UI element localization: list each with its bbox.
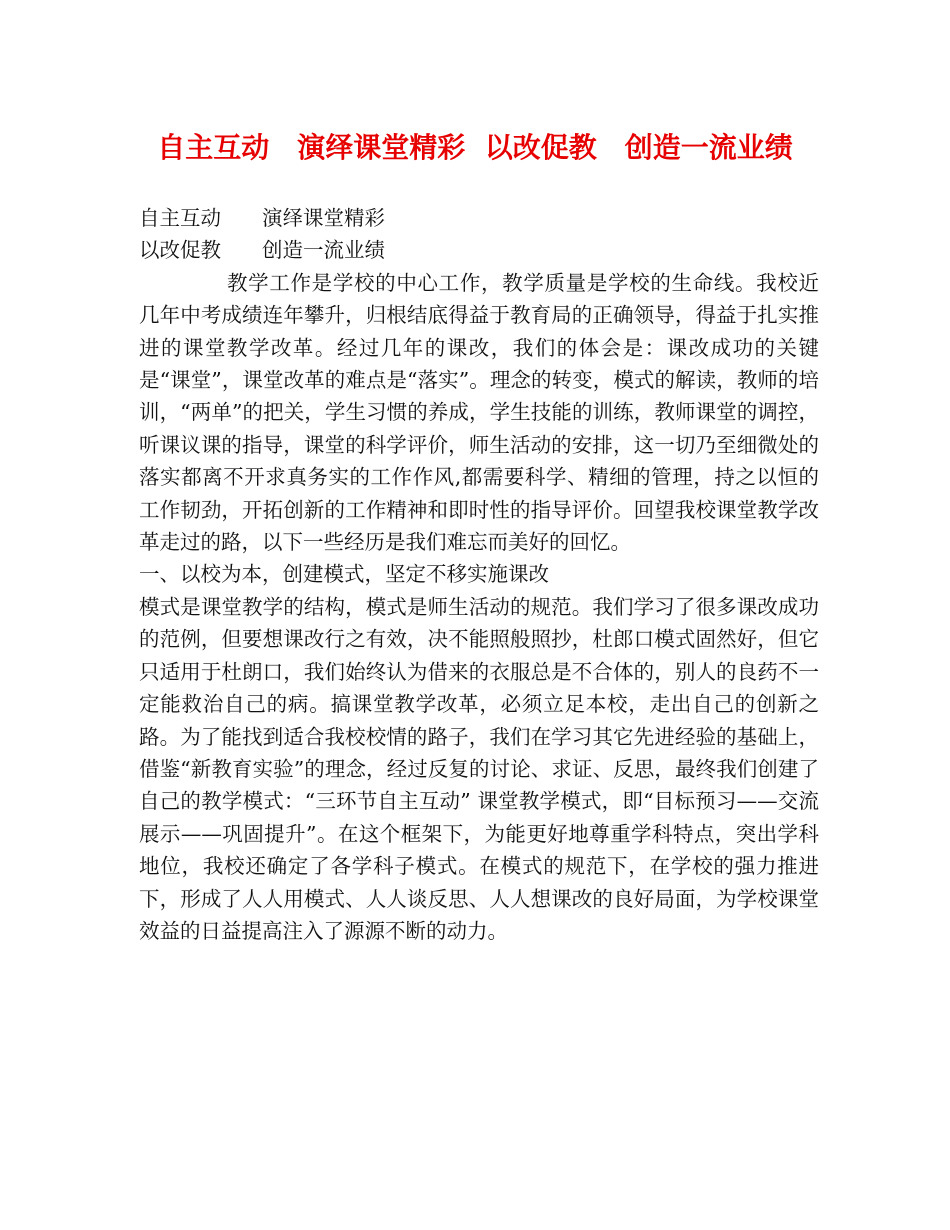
section-paragraph: 模式是课堂教学的结构，模式是师生活动的规范。我们学习了很多课改成功的范例，但要想课改行之有效，决不能照般照抄，杜郎口模式固然好，但它只适用于杜朗口，我们始终认为借来的衣服总是不合体的，别人的良药不一定能救治自己的病。搞课堂教学改革，必须立足本校，走出自己的创新之路。为了能找到适合我校校情的路子，我们在学习其它先进经验的基础上，借鉴“新教育实验”的理念，经过反复的讨论、求证、反思，最终我们创建了自己的教学模式：“三环节自主互动” 课堂教学模式，即“目标预习——交流展示——巩固提升”。在这个框架下，为能更好地尊重学科特点，突出学科地位，我校还确定了各学科子模式。在模式的规范下，在学校的强力推进下，形成了人人用模式、人人谈反思、人人想课改的良好局面，为学校课堂效益的日益提高注入了源源不断的动力。 [139,594,819,943]
document-title: 自主互动 演绎课堂精彩 以改促教 创造一流业绩 [157,131,793,164]
intro-paragraph: 教学工作是学校的中心工作，教学质量是学校的生命线。我校近几年中考成绩连年攀升，归根结底得益于教育局的正确领导，得益于扎实推进的课堂教学改革。经过几年的课改，我们的体会是：课改成功的关键是“课堂”，课堂改革的难点是“落实”。理念的转变，模式的解读，教师的培训，“两单”的把关，学生习惯的养成，学生技能的训练，教师课堂的调控，听课议课的指导，课堂的科学评价，师生活动的安排，这一切乃至细微处的落实都离不开求真务实的工作作风,都需要科学、精细的管理，持之以恒的工作韧劲，开拓创新的工作精神和即时性的指导评价。回望我校课堂教学改革走过的路，以下一些经历是我们难忘而美好的回忆。 [139,270,819,555]
subtitle-line-1: 自主互动 演绎课堂精彩 [139,206,385,230]
section-heading: 一、以校为本，创建模式，坚定不移实施课改 [139,562,549,587]
subtitle-line-2: 以改促教 创造一流业绩 [139,238,385,263]
document-body [139,202,819,947]
